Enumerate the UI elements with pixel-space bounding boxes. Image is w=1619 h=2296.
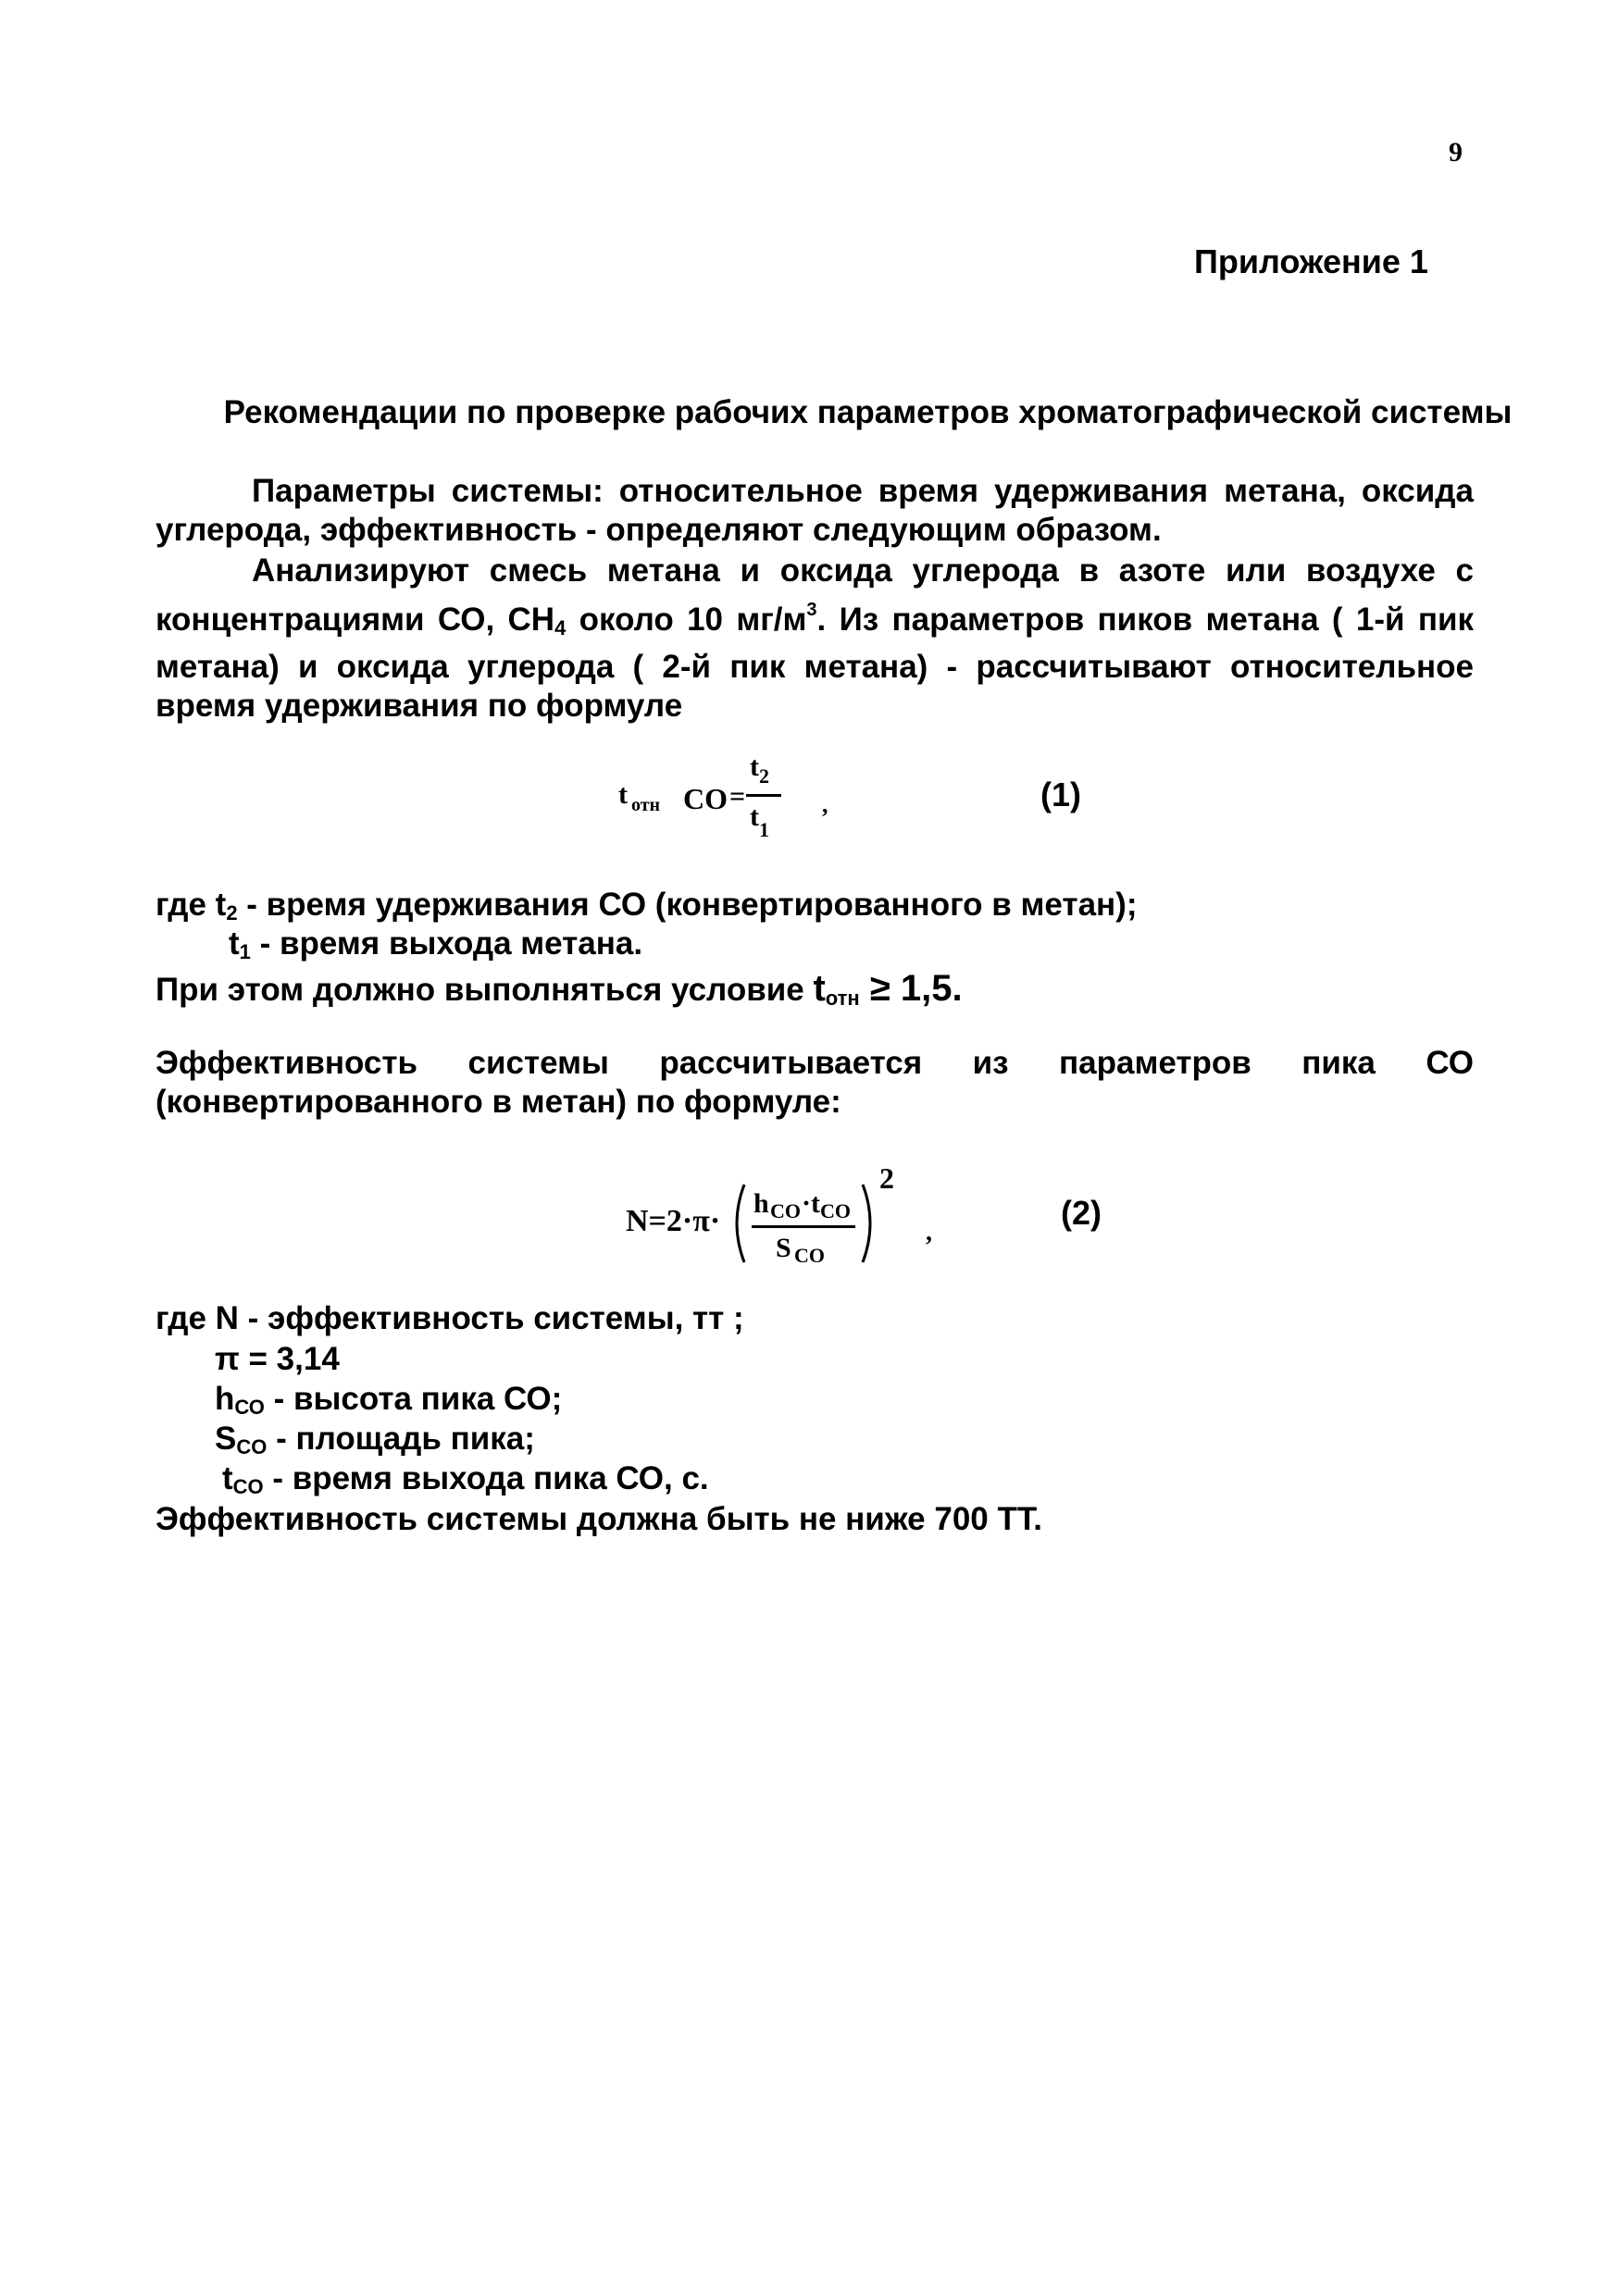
formula-relative-time [611,740,852,842]
condition-relation: ≥ 1,5. [859,968,963,1009]
formula1-num-t: t [750,751,759,782]
where2-line3-sub: СО [234,1396,265,1419]
paragraph-parameters: Параметры системы: относительное время удерживания метана, оксида углерода, эффективность - определяют следующим образом. [156,473,1474,548]
formula2-left-paren [737,1185,744,1262]
formula2-number: (2) [1061,1194,1102,1232]
where2-line3 [215,1381,562,1420]
where1-t1-line [229,925,642,964]
formula2-den-s-sub: CO [794,1244,825,1267]
formula2-comma: , [926,1218,932,1247]
where2-line2: π = 3,14 [215,1341,340,1377]
appendix-label: Приложение 1 [1194,242,1428,280]
formula2-num-t-sub: CO [820,1199,851,1222]
condition-sub: отн [825,987,860,1010]
where2-line5-symbol: t [222,1460,233,1496]
where2-line4 [215,1421,535,1459]
where1-t2-sub: 2 [226,901,238,925]
formula2-num-dot: · [802,1188,812,1219]
condition-t: t [813,968,826,1009]
formula1-comma: , [822,791,828,818]
where2-line4-sub: CO [236,1435,268,1458]
paragraph-analysis-part2: около 10 мг/м [566,602,807,638]
where2-line3-symbol: h [215,1381,235,1417]
ch4-subscript: 4 [554,616,567,639]
formula2-power: 2 [879,1161,894,1195]
formula1-lhs-tail: СО [683,782,728,815]
where2-line3-desc: - высота пика СО; [264,1381,563,1417]
section-heading: Рекомендации по проверке рабочих параметров хроматографической системы [223,394,1513,430]
where1-t1-symbol: t [229,925,240,962]
where1-t1-desc: - время выхода метана. [250,925,643,962]
where2-line4-symbol: S [215,1421,237,1457]
condition-text: При этом должно выполняться условие [156,972,814,1008]
formula1-fraction-bar [746,794,781,797]
formula1-num-sub: 2 [759,764,769,788]
formula2-fraction-bar [752,1225,855,1228]
formula2-den-s: S [776,1233,791,1263]
formula1-equals: = [729,781,746,812]
where2-line5-desc: - время выхода пика СО, с. [263,1460,709,1496]
page-number: 9 [1449,137,1463,168]
formula2-num-t: t [811,1188,820,1219]
paragraph-analysis-part1: Анализируют смесь метана и оксида углерода в азоте или воздухе с концентрациями СО, СН [156,552,1474,638]
paragraph-efficiency: Эффективность системы рассчитывается из параметров пика СО (конвертированного в метан) по формуле: [156,1045,1474,1120]
formula-efficiency [620,1157,953,1277]
m3-superscript: 3 [806,600,817,620]
formula1-lhs-sub: отн [631,795,661,815]
final-requirement: Эффективность системы должна быть не ниже 700 ТТ. [156,1501,1043,1537]
where2-line5 [222,1460,709,1499]
formula2-num-h-sub: CO [770,1199,801,1222]
condition-line [156,968,963,1011]
formula2-right-paren [863,1185,870,1262]
where2-line4-desc: - площадь пика; [267,1421,535,1457]
formula1-number: (1) [1040,776,1081,813]
formula2-num-h: h [753,1188,769,1219]
where1-lead: где [156,887,216,923]
formula1-lhs-t: t [618,779,628,810]
paragraph-analysis-part3: . Из параметров пиков метана ( 1-й пик метана) и оксида углерода ( 2-й пик метана) - рассчитывают относительное время удерживания по формуле [156,602,1474,724]
formula2-lhs: N=2·π· [626,1204,721,1238]
where1-t1-sub: 1 [239,940,251,963]
where2-line1: где N - эффективность системы, тт ; [156,1300,744,1336]
formula1-den-sub: 1 [759,818,769,841]
where1-t2-line [156,887,1137,925]
paragraph-analysis [156,552,1474,726]
formula1-den-t: t [750,801,759,832]
where1-t2-symbol: t [215,887,227,923]
where2-line5-sub: CO [232,1475,264,1498]
where1-t2-desc: - время удерживания СО (конвертированного в метан); [237,887,1138,923]
